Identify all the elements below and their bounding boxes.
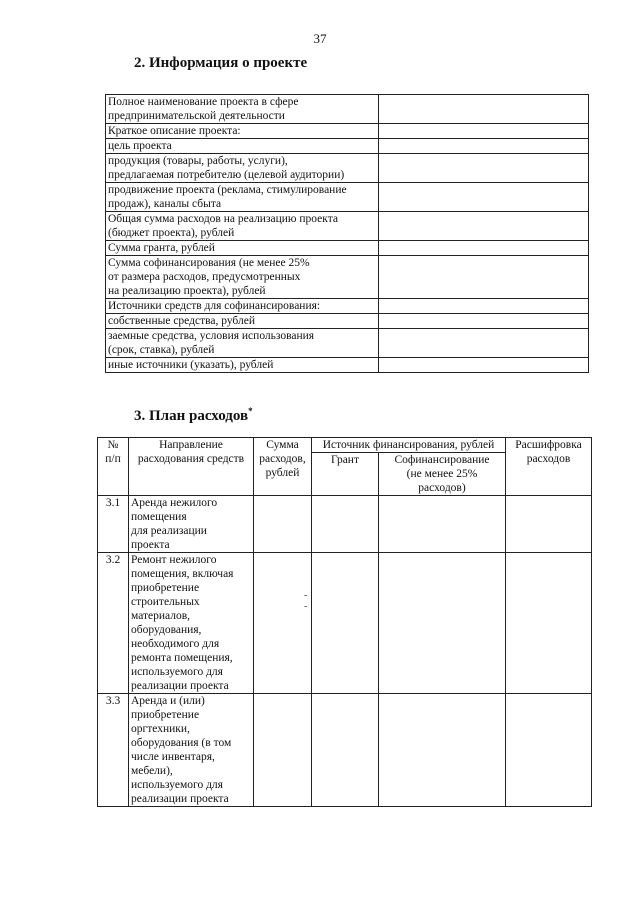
text-line: расходов): [418, 482, 466, 494]
text-line: необходимого для: [131, 638, 220, 650]
text-line: материалов,: [131, 610, 191, 622]
info-value-cell: [379, 183, 589, 212]
info-label-cell: [106, 241, 379, 256]
text-line: реализации проекта: [131, 793, 229, 805]
text-line: Расшифровка: [515, 439, 582, 451]
text-line: Источники средств для софинансирования:: [108, 300, 321, 312]
info-value-cell: [379, 256, 589, 299]
header-breakdown: [506, 438, 592, 496]
header-sum: [254, 438, 312, 496]
expense-plan-table: [97, 437, 592, 807]
text-line: расходования средств: [137, 453, 245, 465]
breakdown-cell: [506, 553, 592, 694]
text-line: помещения: [131, 511, 187, 523]
info-row: [106, 212, 589, 241]
text-line: предлагаемая потребителю (целевой аудитории): [108, 169, 345, 181]
info-value-cell: [379, 139, 589, 154]
text-line: собственные средства, рублей: [108, 315, 255, 327]
footnote-mark: *: [248, 406, 253, 416]
info-row: [106, 329, 589, 358]
text-line: Сумма гранта, рублей: [108, 242, 215, 254]
expense-direction: [129, 694, 254, 807]
header-grant: Грант: [312, 453, 379, 496]
info-value-cell: [379, 314, 589, 329]
text-line: используемого для: [131, 666, 223, 678]
text-line: (не менее 25%: [406, 468, 478, 480]
info-value-cell: [379, 212, 589, 241]
text-line: оборудования,: [131, 624, 202, 636]
text-line: предпринимательской деятельности: [108, 110, 285, 122]
text-line: используемого для: [131, 779, 223, 791]
info-row: [106, 314, 589, 329]
grant-cell: [312, 694, 379, 807]
cofinancing-cell: [379, 496, 506, 553]
text-line: Софинансирование: [394, 454, 490, 466]
info-row: [106, 241, 589, 256]
header-num: [98, 438, 129, 496]
text-line: (бюджет проекта), рублей: [108, 227, 235, 239]
info-row: [106, 299, 589, 314]
info-value-cell: [379, 124, 589, 139]
info-value-cell: [379, 241, 589, 256]
plan-row: [98, 694, 592, 807]
header-cofinancing: [379, 453, 506, 496]
text-line: (срок, ставка), рублей: [108, 344, 215, 356]
row-number: 3.1: [98, 496, 129, 553]
breakdown-cell: [506, 496, 592, 553]
text-line: реализации проекта: [131, 680, 229, 692]
info-row: [106, 183, 589, 212]
info-value-cell: [379, 329, 589, 358]
text-line: Аренда и (или): [131, 695, 205, 707]
text-line: Сумма: [266, 439, 299, 451]
info-label-cell: [106, 124, 379, 139]
text-line: от размера расходов, предусмотренных: [108, 271, 301, 283]
section-2-title: 2. Информация о проекте: [134, 55, 308, 71]
header-direction: [129, 438, 254, 496]
text-line: цель проекта: [108, 140, 172, 152]
text-line: для реализации: [131, 525, 207, 537]
text-line: помещения, включая: [131, 568, 234, 580]
expense-direction: [129, 496, 254, 553]
info-row: [106, 154, 589, 183]
breakdown-cell: [506, 694, 592, 807]
section-3-title-text: 3. План расходов: [134, 408, 249, 424]
text-line: иные источники (указать), рублей: [108, 359, 274, 371]
info-value-cell: [379, 299, 589, 314]
text-line: расходов,: [259, 453, 306, 465]
cofinancing-cell: [379, 553, 506, 694]
info-value-cell: [379, 95, 589, 124]
info-label-cell: [106, 299, 379, 314]
text-line: Направление: [159, 439, 223, 451]
info-label-cell: [106, 139, 379, 154]
grant-cell: [312, 553, 379, 694]
sum-cell: [254, 553, 312, 694]
text-line: Аренда нежилого: [131, 497, 218, 509]
info-label-cell: [106, 154, 379, 183]
text-line: продаж), каналы сбыта: [108, 198, 222, 210]
text-line: проекта: [131, 539, 170, 551]
text-line: заемные средства, условия использования: [108, 330, 315, 342]
text-line: продвижение проекта (реклама, стимулирование: [108, 184, 347, 196]
sum-cell: [254, 694, 312, 807]
text-line: Ремонт нежилого: [131, 554, 217, 566]
info-label-cell: [106, 329, 379, 358]
text-line: рублей: [265, 467, 300, 479]
text-line: Полное наименование проекта в сфере: [108, 96, 299, 108]
cofinancing-cell: [379, 694, 506, 807]
text-line: на реализацию проекта), рублей: [108, 285, 266, 297]
row-number: 3.2: [98, 553, 129, 694]
text-line: п/п: [105, 453, 121, 465]
text-line: продукция (товары, работы, услуги),: [108, 155, 288, 167]
info-row: [106, 139, 589, 154]
expense-direction: [129, 553, 254, 694]
plan-row: [98, 553, 592, 694]
text-line: приобретение: [131, 582, 200, 594]
plan-header-row: [98, 438, 592, 453]
info-label-cell: [106, 212, 379, 241]
info-label-cell: [106, 358, 379, 373]
sum-cell: [254, 496, 312, 553]
text-line: ремонта помещения,: [131, 652, 233, 664]
info-row: [106, 124, 589, 139]
info-value-cell: [379, 358, 589, 373]
row-number: 3.3: [98, 694, 129, 807]
info-row: [106, 358, 589, 373]
text-line: мебели),: [131, 765, 173, 777]
text-line: строительных: [131, 596, 200, 608]
plan-row: [98, 496, 592, 553]
info-label-cell: [106, 183, 379, 212]
text-line: расходов: [526, 453, 571, 465]
text-line: №: [107, 439, 119, 451]
scan-mark: - -: [304, 590, 308, 612]
header-sources: Источник финансирования, рублей: [312, 438, 506, 453]
info-value-cell: [379, 154, 589, 183]
text-line: Общая сумма расходов на реализацию проекта: [108, 213, 338, 225]
info-label-cell: [106, 256, 379, 299]
info-label-cell: [106, 314, 379, 329]
text-line: приобретение: [131, 709, 200, 721]
project-info-table: [105, 94, 589, 373]
page-number: 37: [313, 31, 327, 46]
info-row: [106, 95, 589, 124]
text-line: числе инвентаря,: [131, 751, 215, 763]
section-3-title: [134, 406, 253, 425]
info-label-cell: [106, 95, 379, 124]
text-line: Сумма софинансирования (не менее 25%: [108, 257, 310, 269]
text-line: Краткое описание проекта:: [108, 125, 241, 137]
text-line: оборудования (в том: [131, 737, 232, 749]
grant-cell: [312, 496, 379, 553]
info-row: [106, 256, 589, 299]
text-line: оргтехники,: [131, 723, 190, 735]
